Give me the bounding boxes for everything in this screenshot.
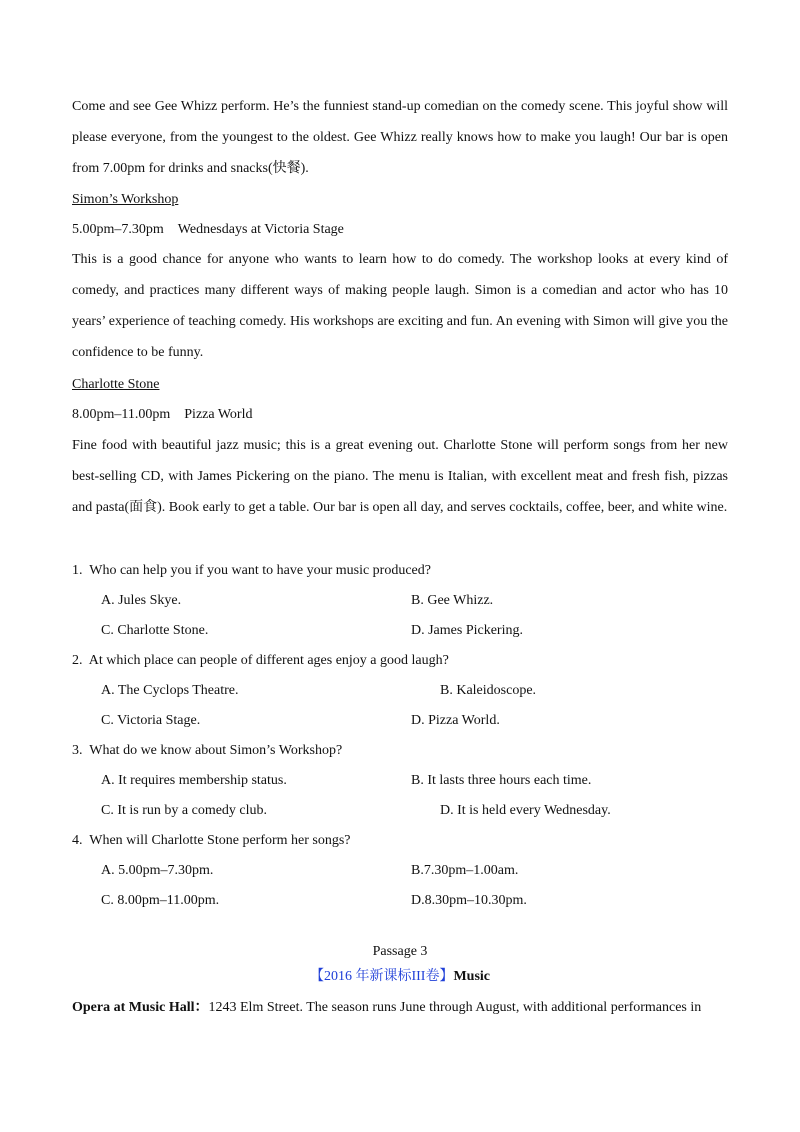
simon-time: 5.00pm–7.30pm — [72, 222, 164, 237]
q4-option-d: D.8.30pm–10.30pm. — [411, 893, 527, 908]
question-1 — [72, 563, 431, 579]
q3-option-a: A. It requires membership status. — [101, 773, 287, 788]
passage-3-topic: Music — [453, 969, 491, 984]
q2-option-b: B. Kaleidoscope. — [440, 683, 537, 698]
q4-option-b: B.7.30pm–1.00am. — [411, 863, 519, 878]
question-text: Who can help you if you want to have your music produced? — [89, 563, 431, 578]
charlotte-stone-title: Charlotte Stone — [72, 377, 160, 392]
simon-workshop-title: Simon’s Workshop — [72, 192, 179, 207]
charlotte-schedule — [72, 407, 252, 423]
q2-option-d: D. Pizza World. — [411, 713, 500, 728]
q3-option-b: B. It lasts three hours each time. — [411, 773, 592, 788]
passage-3-first-line — [72, 996, 728, 1016]
opera-text: 1243 Elm Street. The season runs June through August, with additional performances in — [208, 1000, 702, 1015]
passage-3-heading: Passage 3 — [372, 944, 428, 959]
opera-label: Opera at Music Hall： — [72, 1000, 209, 1015]
question-2 — [72, 653, 449, 669]
question-3 — [72, 743, 342, 759]
q4-option-c: C. 8.00pm–11.00pm. — [101, 893, 220, 908]
intro-paragraph: Come and see Gee Whizz perform. He’s the funniest stand-up comedian on the comedy scene. This joyful show will please everyone, from the youngest to the oldest. Gee Whizz really knows how to make you laugh! Our bar is open from 7.00pm for drinks and snacks(快餐). — [72, 99, 728, 176]
question-number: 3. — [72, 743, 83, 758]
q2-option-a: A. The Cyclops Theatre. — [101, 683, 239, 698]
question-number: 4. — [72, 833, 83, 848]
charlotte-description: Fine food with beautiful jazz music; this is a great evening out. Charlotte Stone will perform songs from her new best-selling CD, with James Pickering on the piano. The menu is Italian, with excellent meat and fresh fish, pizzas and pasta(面食). Book early to get a table. Our bar is open all day, and serves cocktails, coffee, beer, and white wine. — [72, 438, 728, 515]
question-text: At which place can people of different ages enjoy a good laugh? — [88, 653, 449, 668]
q1-option-d: D. James Pickering. — [411, 623, 523, 638]
q1-option-b: B. Gee Whizz. — [411, 593, 494, 608]
question-4 — [72, 833, 351, 849]
q3-option-d: D. It is held every Wednesday. — [440, 803, 611, 818]
question-number: 1. — [72, 563, 83, 578]
passage-3-source-line — [0, 965, 800, 985]
simon-place: Wednesdays at Victoria Stage — [177, 222, 344, 237]
q3-option-c: C. It is run by a comedy club. — [101, 803, 268, 818]
question-text: When will Charlotte Stone perform her songs? — [89, 833, 351, 848]
simon-workshop-schedule — [72, 222, 344, 238]
charlotte-time: 8.00pm–11.00pm — [72, 407, 171, 422]
question-number: 2. — [72, 653, 83, 668]
q1-option-c: C. Charlotte Stone. — [101, 623, 209, 638]
passage-3-source-label: 【2016 年新课标III卷】 — [309, 969, 454, 984]
q4-option-a: A. 5.00pm–7.30pm. — [101, 863, 214, 878]
q2-option-c: C. Victoria Stage. — [101, 713, 201, 728]
question-text: What do we know about Simon’s Workshop? — [89, 743, 343, 758]
q1-option-a: A. Jules Skye. — [101, 593, 182, 608]
simon-description: This is a good chance for anyone who wants to learn how to do comedy. The workshop looks at every kind of comedy, and practices many different ways of making people laugh. Simon is a comedian and actor who has 10 years’ experience of teaching comedy. His workshops are exciting and fun. An evening with Simon will give you the confidence to be funny. — [72, 252, 728, 360]
charlotte-place: Pizza World — [184, 407, 253, 422]
